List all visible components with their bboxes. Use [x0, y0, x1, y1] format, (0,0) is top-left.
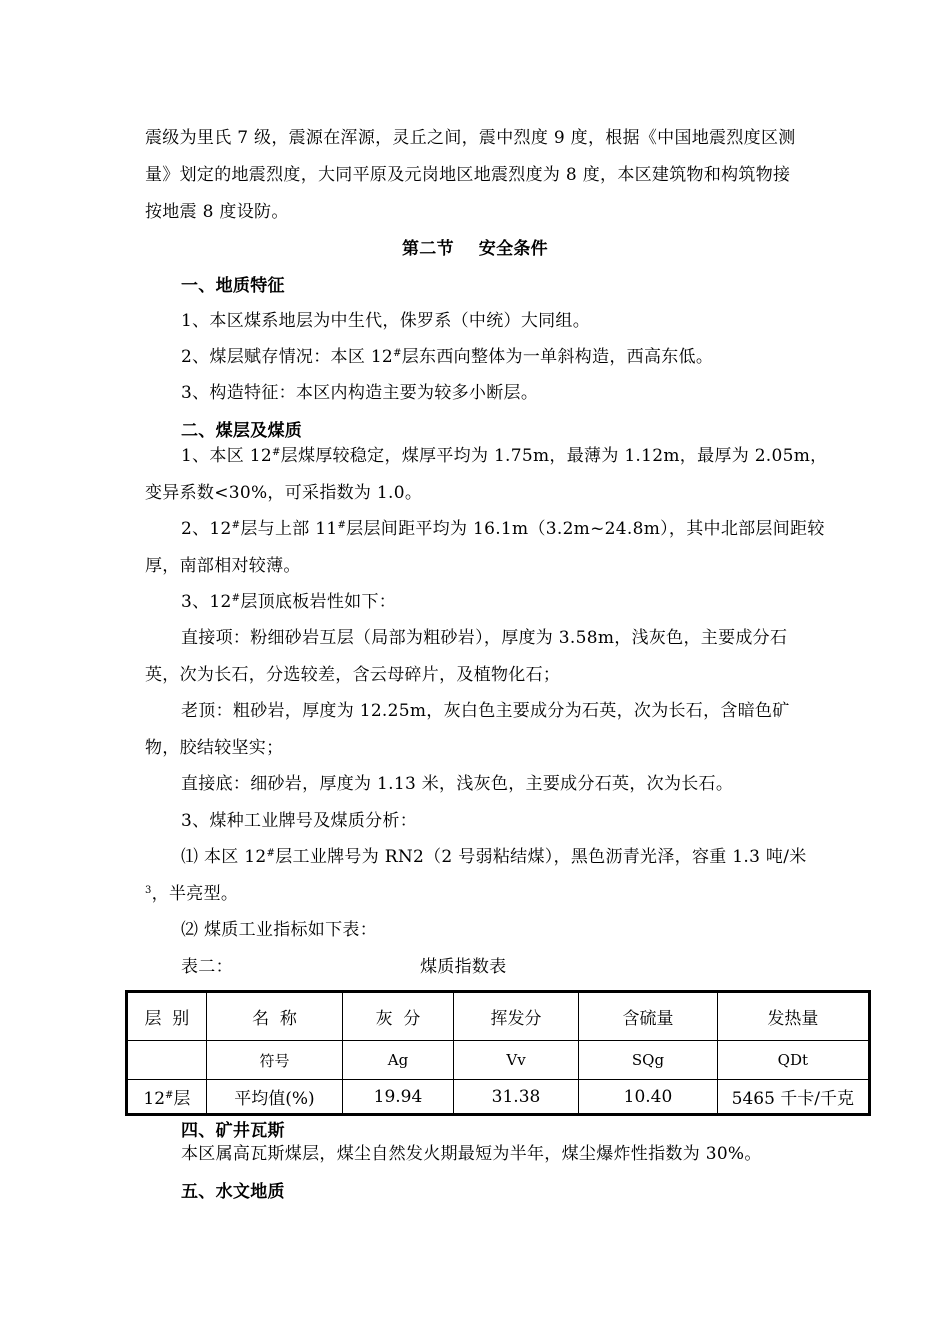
header-volatile: 挥发分 [453, 992, 579, 1041]
cell-name: 平均值(%) [206, 1080, 342, 1115]
header-sulfur: 含硫量 [579, 992, 717, 1041]
header-heat: 发热量 [717, 992, 869, 1041]
heading-coal: 二、煤层及煤质 [181, 421, 303, 441]
table-symbol-row [127, 1041, 870, 1080]
heading-geology: 一、地质特征 [181, 276, 285, 296]
cell-layer: 12#层 [127, 1080, 207, 1115]
coal-p5: ⑴ 本区 12#层工业牌号为 RN2（2 号弱粘结煤），黑色沥青光泽，容重 1.3 吨/米 [181, 847, 807, 867]
cell-ash: 19.94 [343, 1080, 454, 1115]
floor-direct: 直接底：细砂岩，厚度为 1.13 米，浅灰色，主要成分石英，次为长石。 [181, 774, 734, 794]
section-title: 第二节 安全条件 [402, 239, 548, 259]
paragraph-line: 震级为里氏 7 级，震源在浑源，灵丘之间，震中烈度 9 度，根据《中国地震烈度区测 [145, 128, 796, 148]
geo-item-2: 2、煤层赋存情况：本区 12#层东西向整体为一单斜构造，西高东低。 [181, 347, 714, 367]
roof-main: 老顶：粗砂岩，厚度为 12.25m，灰白色主要成分为石英，次为长石，含暗色矿 [181, 701, 790, 721]
coal-p4: 3、煤种工业牌号及煤质分析： [181, 811, 418, 831]
header-ash: 灰 分 [343, 992, 454, 1041]
coal-p3: 3、12#层顶底板岩性如下： [181, 592, 397, 612]
symbol-ash: Ag [343, 1041, 454, 1080]
symbol-layer [127, 1041, 207, 1080]
symbol-label: 符号 [206, 1041, 342, 1080]
coal-p1: 1、本区 12#层煤厚较稳定，煤厚平均为 1.75m，最薄为 1.12m，最厚为 2.05m， [181, 446, 828, 466]
coal-p5-cont: $^3$，半亮型。 [145, 884, 239, 904]
symbol-volatile: Vv [453, 1041, 579, 1080]
cell-heat: 5465 千卡/千克 [717, 1080, 869, 1115]
coal-p2-cont: 厚，南部相对较薄。 [145, 556, 301, 576]
roof-direct-cont: 英，次为长石，分选较差，含云母碎片，及植物化石； [145, 665, 561, 685]
table-label: 表二： [181, 957, 233, 977]
cell-sulfur: 10.40 [579, 1080, 717, 1115]
geo-item-3: 3、构造特征：本区内构造主要为较多小断层。 [181, 383, 539, 403]
geo-item-1: 1、本区煤系地层为中生代，侏罗系（中统）大同组。 [181, 311, 591, 331]
heading-hydro: 五、水文地质 [181, 1182, 285, 1202]
symbol-heat: QDt [717, 1041, 869, 1080]
coal-p1-cont: 变异系数<30%，可采指数为 1.0。 [145, 483, 423, 503]
roof-main-cont: 物，胶结较坚实； [145, 738, 284, 758]
gas-text: 本区属高瓦斯煤层，煤尘自然发火期最短为半年，煤尘爆炸性指数为 30%。 [181, 1144, 762, 1164]
paragraph-line: 量》划定的地震烈度，大同平原及元岗地区地震烈度为 8 度，本区建筑物和构筑物接 [145, 165, 791, 185]
roof-direct: 直接项：粉细砂岩互层（局部为粗砂岩），厚度为 3.58m，浅灰色，主要成分石 [181, 628, 788, 648]
symbol-sulfur: SQg [579, 1041, 717, 1080]
paragraph-line: 按地震 8 度设防。 [145, 202, 289, 222]
table-row [127, 1080, 870, 1115]
heading-gas: 四、矿井瓦斯 [181, 1121, 285, 1141]
table-header-row [127, 992, 870, 1041]
header-name: 名 称 [206, 992, 342, 1041]
cell-volatile: 31.38 [453, 1080, 579, 1115]
coal-quality-table [125, 990, 871, 1116]
table-title: 煤质指数表 [420, 957, 507, 977]
coal-p6: ⑵ 煤质工业指标如下表： [181, 920, 378, 940]
coal-p2: 2、12#层与上部 11#层层间距平均为 16.1m（3.2m~24.8m），其中北部层间距较 [181, 519, 825, 539]
header-layer: 层 别 [127, 992, 207, 1041]
